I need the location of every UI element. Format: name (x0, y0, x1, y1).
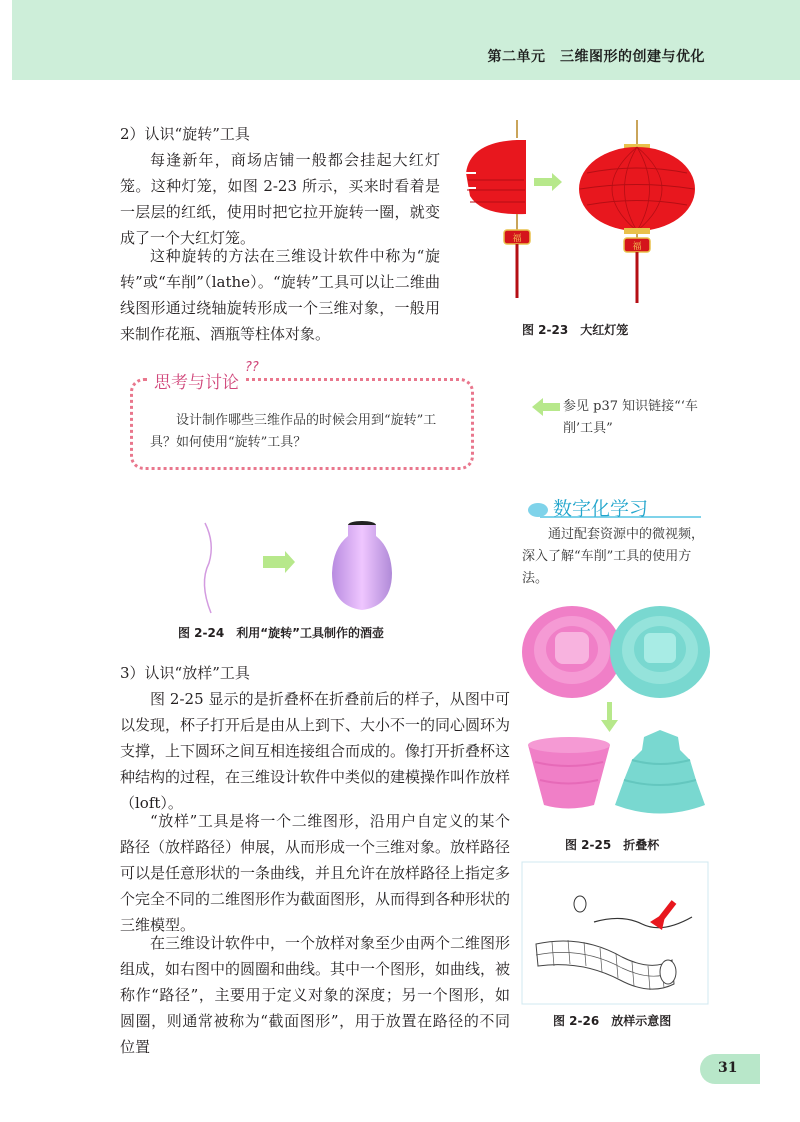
running-header: 第二单元 三维图形的创建与优化 (487, 49, 705, 65)
side-note-text: 参见 p37 知识链接“‘车削’工具” (563, 399, 698, 436)
think-question-marks: ?? (245, 360, 259, 375)
page-number: 31 (718, 1060, 738, 1076)
digital-learning-text: 通过配套资源中的微视频，深入了解“车削”工具的使用方法。 (522, 527, 705, 586)
paragraph-loft-tool: “放样”工具是将一个二维图形，沿用户自定义的某个路径（放样路径）伸展，从而形成一个三维对象。放样路径可以是任意形状的一条曲线，并且允许在放样路径上指定多个完全不同的二维图形作为截面图形，从而得到各种形状的三维模型。 (120, 812, 511, 934)
paragraph-rotate-tool: 这种旋转的方法在三维设计软件中称为“旋转”或“车削”（lathe）。“旋转”工具可以让二维曲线图形通过绕轴旋转形成一个三维对象，一般用来制作花瓶、酒瓶等柱体对象。 (120, 247, 440, 343)
paragraph-loft-object: 在三维设计软件中，一个放样对象至少由两个二维图形组成，如右图中的圆圈和曲线。其中一个图形，如曲线，被称作“路径”，主要用于定义对象的深度；另一个图形，如圆圈，则通常被称为“截面图形”，用于放置在路径的不同位置 (120, 934, 511, 1056)
paragraph-lantern: 每逢新年，商场店铺一般都会挂起大红灯笼。这种灯笼，如图 2-23 所示，买来时看着是一层层的红纸，使用时把它拉开旋转一圈，就变成了一个大红灯笼。 (120, 151, 440, 247)
lantern-label-right: 福 (632, 242, 642, 252)
lantern-figure (452, 118, 712, 313)
caption-fig-2-23: 图 2-23 大红灯笼 (522, 323, 629, 337)
loft-schematic-figure (522, 862, 708, 1004)
section-heading-loft: 3）认识“放样”工具 (120, 664, 250, 682)
folding-cup-figure (520, 600, 710, 825)
lantern-label-left: 福 (512, 234, 522, 244)
caption-fig-2-26: 图 2-26 放样示意图 (553, 1014, 672, 1028)
header-band (12, 0, 800, 80)
digital-learning-title: 数字化学习 (553, 498, 649, 520)
caption-fig-2-25: 图 2-25 折叠杯 (565, 838, 660, 852)
arrow-left-icon (532, 398, 562, 416)
vase-figure (195, 518, 395, 618)
paragraph-folding-cup: 图 2-25 显示的是折叠杯在折叠前后的样子，从图中可以发现，杯子打开后是由从上到下、大小不一的同心圆环为支撑，上下圆环之间互相连接组合而成的。像打开折叠杯这种结构的过程，在三维设计软件中类似的建模操作叫作放样（loft）。 (120, 690, 511, 812)
think-text: 设计制作哪些三维作品的时候会用到“旋转”工具？如何使用“旋转”工具？ (150, 413, 437, 450)
think-title: 思考与讨论 (150, 368, 243, 393)
section-heading-rotate: 2）认识“旋转”工具 (120, 125, 250, 143)
caption-fig-2-24: 图 2-24 利用“旋转”工具制作的酒壶 (178, 626, 384, 640)
